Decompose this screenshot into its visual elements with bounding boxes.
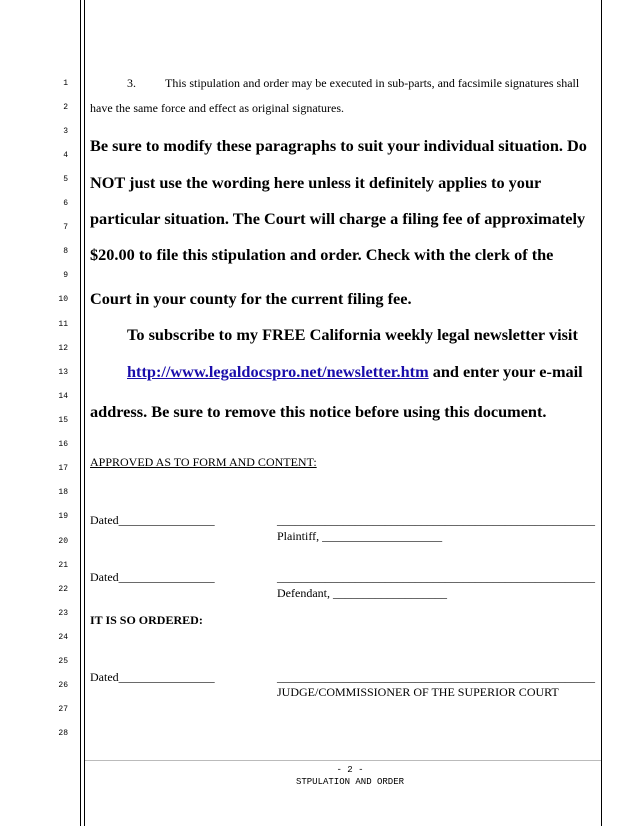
line-number: 15 xyxy=(58,416,68,425)
line-number: 25 xyxy=(58,657,68,666)
line-number: 7 xyxy=(63,223,68,232)
line-number: 21 xyxy=(58,561,68,570)
paragraph-3-line-2: have the same force and effect as original signatures. xyxy=(90,101,345,115)
line-number: 13 xyxy=(58,368,68,377)
line-number: 20 xyxy=(58,537,68,546)
plaintiff-signature-line: _____________________________________________________ xyxy=(277,513,595,527)
line-number: 5 xyxy=(63,175,68,184)
notice-line-1: Be sure to modify these paragraphs to suit your individual situation. Do xyxy=(90,136,587,155)
line-number: 24 xyxy=(58,633,68,642)
line-number: 6 xyxy=(63,199,68,208)
newsletter-link-suffix: and enter your e-mail xyxy=(428,362,583,381)
footer-rule xyxy=(85,760,601,761)
line-number: 27 xyxy=(58,705,68,714)
notice-line-3: particular situation. The Court will charge a filing fee of approximately xyxy=(90,209,586,228)
defendant-label: Defendant, ___________________ xyxy=(277,586,447,600)
notice-line-2: NOT just use the wording here unless it definitely applies to your xyxy=(90,173,542,192)
line-number: 9 xyxy=(63,271,68,280)
right-margin-rule xyxy=(601,0,602,826)
newsletter-link[interactable]: http://www.legaldocspro.net/newsletter.htm xyxy=(127,362,429,381)
paragraph-number: 3. xyxy=(127,76,136,90)
line-number: 8 xyxy=(63,247,68,256)
line-number: 10 xyxy=(58,295,68,304)
line-number: 1 xyxy=(63,79,68,88)
line-number: 19 xyxy=(58,512,68,521)
line-number: 16 xyxy=(58,440,68,449)
line-number: 14 xyxy=(58,392,68,401)
so-ordered-heading: IT IS SO ORDERED: xyxy=(90,613,203,627)
dated-line-defendant: Dated________________ xyxy=(90,570,215,584)
line-number: 4 xyxy=(63,151,68,160)
line-number: 28 xyxy=(58,729,68,738)
line-number: 12 xyxy=(58,344,68,353)
line-number: 2 xyxy=(63,103,68,112)
notice-line-4: $20.00 to file this stipulation and order. Check with the clerk of the xyxy=(90,245,554,264)
judge-label: JUDGE/COMMISSIONER OF THE SUPERIOR COURT xyxy=(277,685,559,699)
newsletter-link-line xyxy=(127,362,583,382)
line-number: 23 xyxy=(58,609,68,618)
line-number: 18 xyxy=(58,488,68,497)
plaintiff-label: Plaintiff, ____________________ xyxy=(277,529,443,543)
line-number: 11 xyxy=(58,320,68,329)
line-number: 17 xyxy=(58,464,68,473)
line-number: 3 xyxy=(63,127,68,136)
defendant-signature-line: _____________________________________________________ xyxy=(277,570,595,584)
judge-signature-line: _____________________________________________________ xyxy=(277,670,595,684)
left-margin-rule-outer xyxy=(80,0,81,826)
footer-title: STPULATION AND ORDER xyxy=(295,777,405,787)
newsletter-line: To subscribe to my FREE California weekly legal newsletter visit xyxy=(127,325,578,344)
dated-line-plaintiff: Dated________________ xyxy=(90,513,215,527)
left-margin-rule-inner xyxy=(84,0,85,826)
paragraph-3-line-1: This stipulation and order may be executed in sub-parts, and facsimile signatures shall xyxy=(165,76,580,90)
dated-line-judge: Dated________________ xyxy=(90,670,215,684)
notice-line-5: Court in your county for the current filing fee. xyxy=(90,289,412,308)
line-number: 26 xyxy=(58,681,68,690)
approved-heading: APPROVED AS TO FORM AND CONTENT: xyxy=(90,455,317,469)
line-number: 22 xyxy=(58,585,68,594)
page-number: - 2 - xyxy=(336,765,364,775)
notice-last-line: address. Be sure to remove this notice before using this document. xyxy=(90,402,547,421)
